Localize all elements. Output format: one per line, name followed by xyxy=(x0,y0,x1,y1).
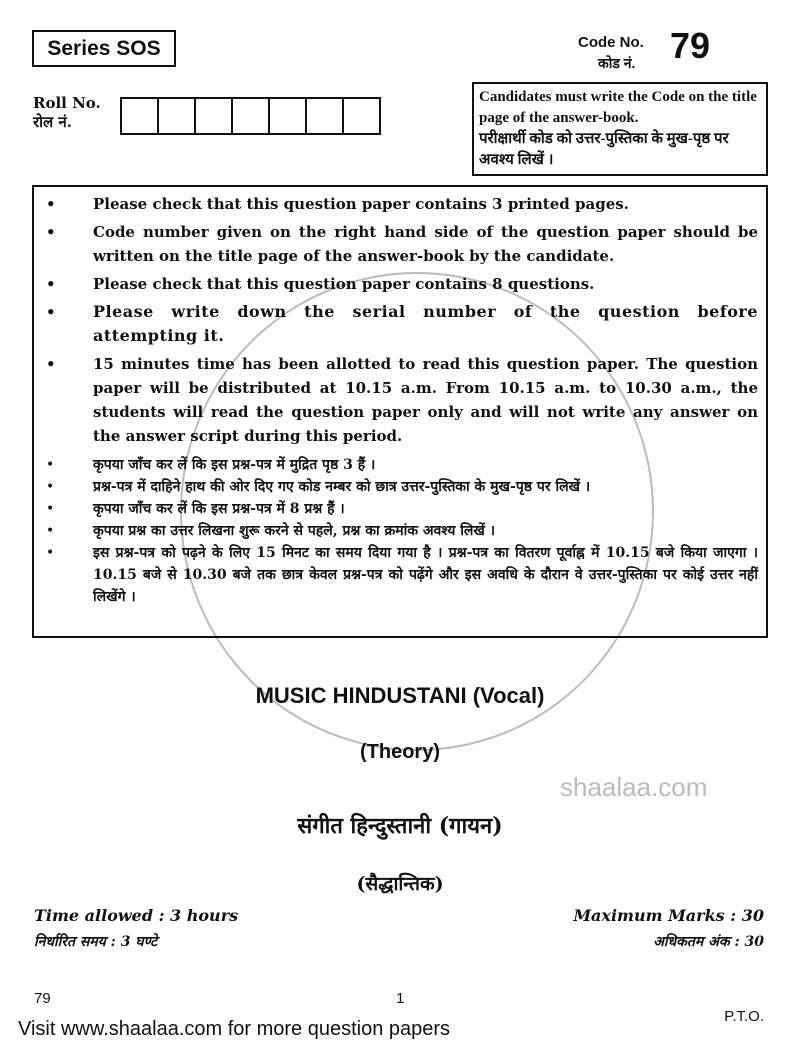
instruction-item: • 15 minutes time has been allotted to read this question paper. The question paper will be distributed at 10.15 a.m. From 10.15 a.m. to 10.30 a.m., the students will read the question paper only and will not write any answer on the answer script during this period. xyxy=(42,352,758,448)
instruction-item-hi: • इस प्रश्न-पत्र को पढ़ने के लिए 15 मिनट का समय दिया गया है । प्रश्न-पत्र का वितरण पूर्वाह्न में 10.15 बजे किया जाएगा । 10.15 बजे से 10.30 बजे तक छात्र केवल प्रश्न-पत्र को पढ़ेंगे और इस अवधि के दौरान वे उत्तर-पुस्तिका पर कोई उत्तर नहीं लिखेंगे । xyxy=(42,542,758,608)
roll-label-hi: रोल नं. xyxy=(33,113,72,131)
candidates-note-box xyxy=(472,82,768,176)
paper-type: (Theory) xyxy=(360,741,440,763)
footer-code: 79 xyxy=(34,990,51,1007)
roll-label-en: Roll No. xyxy=(33,94,101,112)
pto-label: P.T.O. xyxy=(724,1008,764,1025)
instruction-item: • Please write down the serial number of the question before attempting it. xyxy=(42,300,758,348)
bullet: • xyxy=(46,303,56,321)
instruction-item: • Please check that this question paper contains 8 questions. xyxy=(42,272,758,296)
instruction-item-hi: • कृपया जाँच कर लें कि इस प्रश्न-पत्र में मुद्रित पृष्ठ 3 हैं । xyxy=(42,454,758,476)
code-label-hindi: कोड नं. xyxy=(598,55,636,71)
roll-box xyxy=(122,99,159,133)
instructions-hindi xyxy=(42,454,758,608)
subject-title: MUSIC HINDUSTANI (Vocal) xyxy=(255,683,545,708)
page-number: 1 xyxy=(396,990,405,1007)
maximum-marks-hindi: अधिकतम अंक : 30 xyxy=(653,934,764,950)
series-label: Series SOS xyxy=(32,30,176,67)
instruction-item-hi: • कृपया प्रश्न का उत्तर लिखना शुरू करने से पहले, प्रश्न का क्रमांक अवश्य लिखें । xyxy=(42,520,758,542)
time-allowed-hindi: निर्धारित समय : 3 घण्टे xyxy=(34,934,158,950)
bullet: • xyxy=(46,457,55,473)
subject-title-hindi: संगीत हिन्दुस्तानी (गायन) xyxy=(297,813,503,839)
instruction-item-hi: • कृपया जाँच कर लें कि इस प्रश्न-पत्र में 8 प्रश्न हैं । xyxy=(42,498,758,520)
candidates-note: Candidates must write the Code on the title page of the answer-book. xyxy=(479,89,757,126)
roll-box xyxy=(233,99,270,133)
roll-box xyxy=(344,99,379,133)
roll-box xyxy=(307,99,344,133)
instruction-item: • Please check that this question paper contains 3 printed pages. xyxy=(42,192,758,216)
instructions-english xyxy=(42,192,758,448)
code-number: 79 xyxy=(670,25,711,66)
code-label: Code No. xyxy=(578,34,644,51)
roll-number-boxes xyxy=(120,97,381,135)
bullet: • xyxy=(46,479,55,495)
bullet: • xyxy=(46,355,56,373)
bullet: • xyxy=(46,545,55,561)
watermark-text: shaalaa.com xyxy=(560,772,708,802)
bullet: • xyxy=(46,523,55,539)
candidates-note-hindi: परीक्षार्थी कोड को उत्तर-पुस्तिका के मुख-पृष्ठ पर अवश्य लिखें । xyxy=(479,131,729,168)
bullet: • xyxy=(46,501,55,517)
roll-box xyxy=(196,99,233,133)
roll-box xyxy=(270,99,307,133)
time-allowed: Time allowed : 3 hours xyxy=(34,906,239,925)
instructions-box xyxy=(32,185,768,638)
paper-type-hindi: (सैद्धान्तिक) xyxy=(356,873,444,895)
code-number-block xyxy=(578,25,711,80)
instruction-item-hi: • प्रश्न-पत्र में दाहिने हाथ की ओर दिए गए कोड नम्बर को छात्र उत्तर-पुस्तिका के मुख-पृष्ठ पर लिखें । xyxy=(42,476,758,498)
instruction-item: • Code number given on the right hand side of the question paper should be written on the title page of the answer-book by the candidate. xyxy=(42,220,758,268)
shaalaa-link[interactable]: Visit www.shaalaa.com for more question papers xyxy=(18,1018,451,1040)
bullet: • xyxy=(46,275,56,293)
roll-box xyxy=(159,99,196,133)
roll-label xyxy=(33,94,101,132)
bullet: • xyxy=(46,223,56,241)
bullet: • xyxy=(46,195,56,213)
maximum-marks: Maximum Marks : 30 xyxy=(573,906,764,925)
